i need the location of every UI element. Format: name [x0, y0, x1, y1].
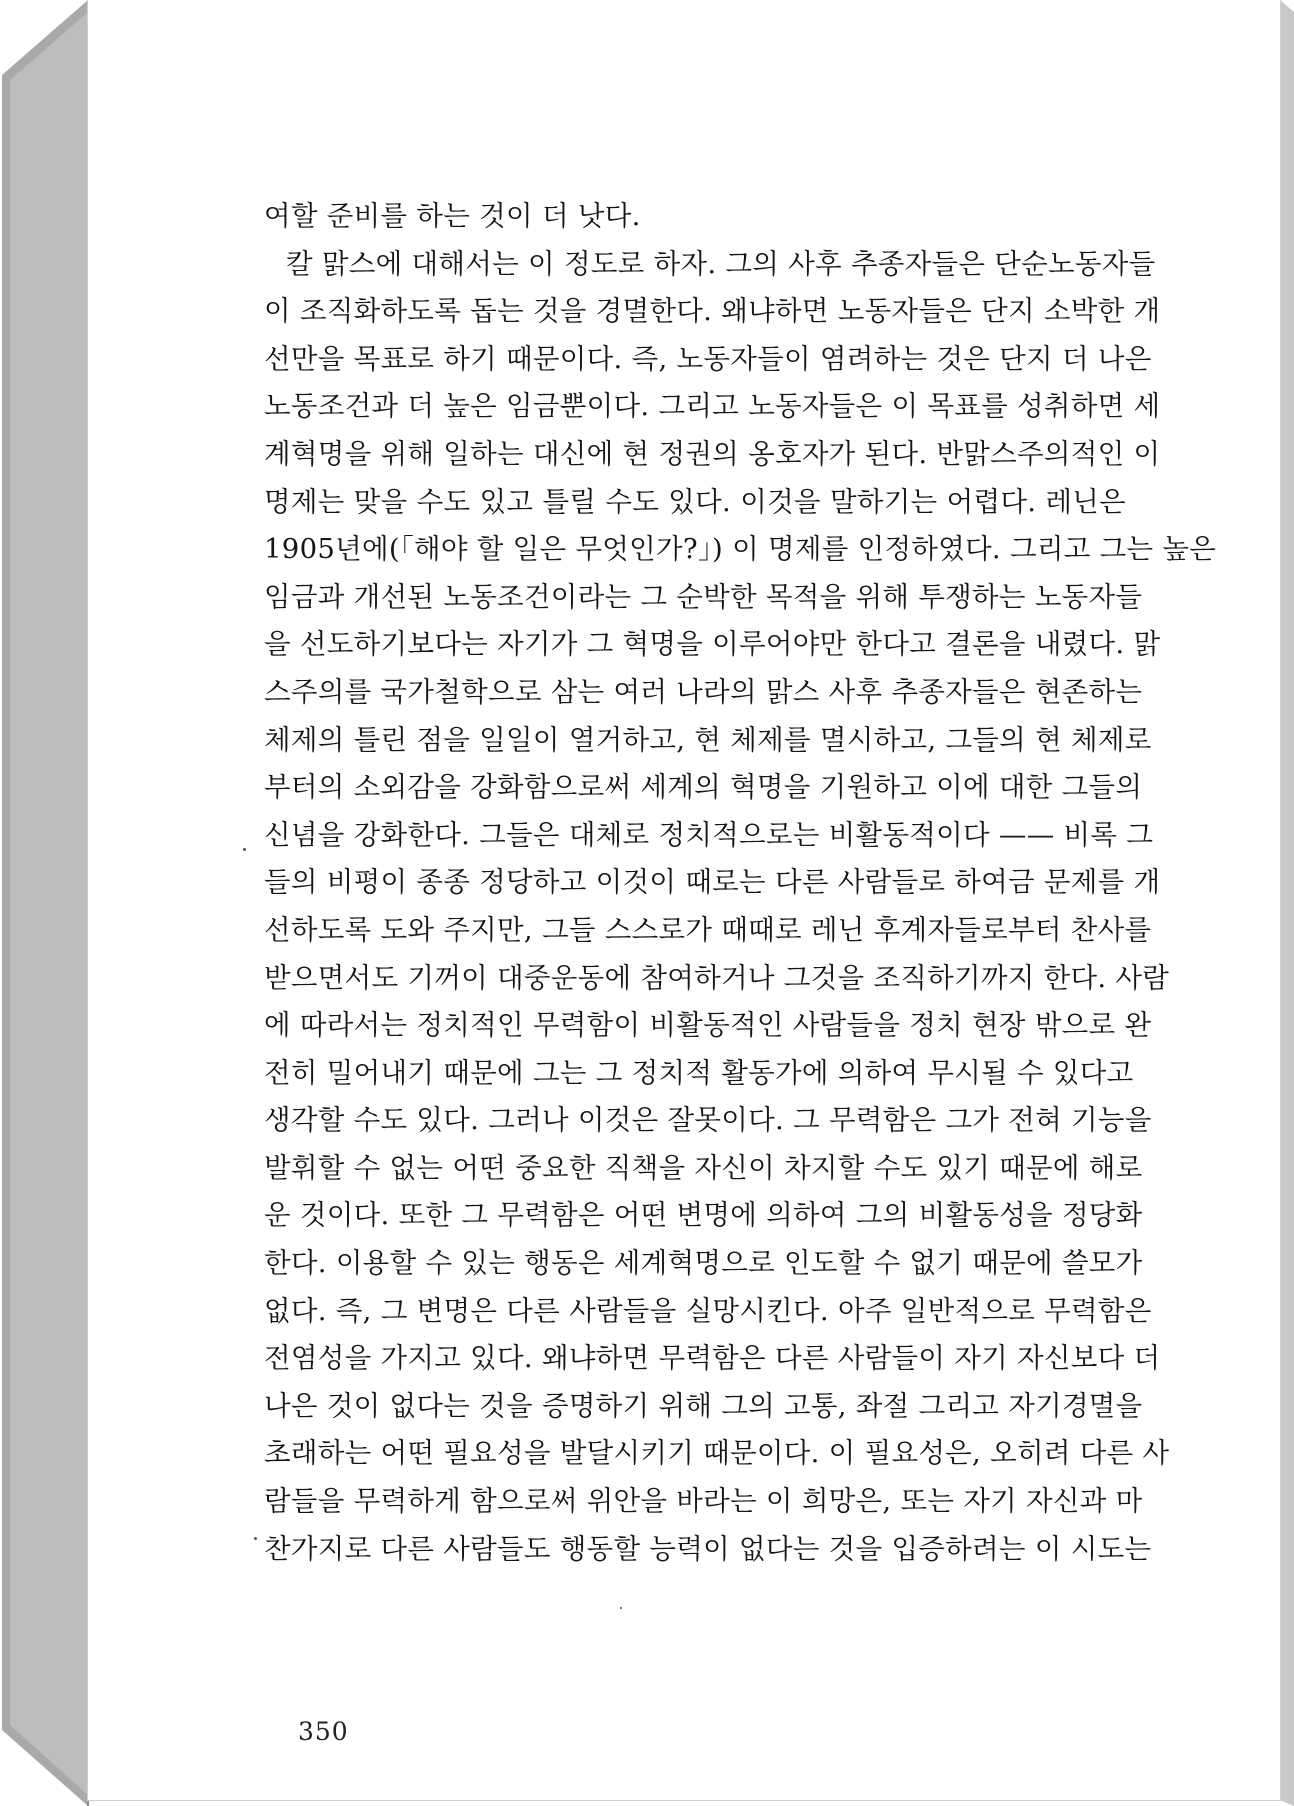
text-line: 찬가지로 다른 사람들도 행동할 능력이 없다는 것을 입증하려는 이 시도는	[264, 1532, 1152, 1565]
text-line: 칼 맑스에 대해서는 이 정도로 하자. 그의 사후 추종자들은 단순노동자들	[286, 247, 1156, 280]
page-number: 350	[298, 1717, 349, 1746]
text-line: 스주의를 국가철학으로 삼는 여러 나라의 맑스 사후 추종자들은 현존하는	[264, 675, 1143, 708]
text-line: 명제는 맞을 수도 있고 틀릴 수도 있다. 이것을 말하기는 어렵다. 레닌은	[264, 485, 1126, 518]
text-line: 생각할 수도 있다. 그러나 이것은 잘못이다. 그 무력함은 그가 전혀 기능을	[264, 1104, 1152, 1137]
text-line: 나은 것이 없다는 것을 증명하기 위해 그의 고통, 좌절 그리고 자기경멸을	[264, 1389, 1143, 1422]
text-line: 발휘할 수 없는 어떤 중요한 직책을 자신이 차지할 수도 있기 때문에 해로	[264, 1151, 1143, 1184]
text-line: 전히 밀어내기 때문에 그는 그 정치적 활동가에 의하여 무시될 수 있다고	[264, 1056, 1134, 1089]
text-line: 계혁명을 위해 일하는 대신에 현 정권의 옹호자가 된다. 반맑스주의적인 이	[264, 437, 1161, 470]
text-line: 체제의 틀린 점을 일일이 열거하고, 현 체제를 멸시하고, 그들의 현 체제로	[264, 723, 1152, 756]
text-line: 1905년에(「해야 할 일은 무엇인가?」) 이 명제를 인정하였다. 그리고 그는 높은	[264, 533, 1217, 566]
text-line: 임금과 개선된 노동조건이라는 그 순박한 목적을 위해 투쟁하는 노동자들	[264, 580, 1143, 613]
text-line: 전염성을 가지고 있다. 왜냐하면 무력함은 다른 사람들이 자기 자신보다 더	[264, 1342, 1161, 1375]
text-line: 선하도록 도와 주지만, 그들 스스로가 때때로 레닌 후계자들로부터 찬사를	[264, 913, 1152, 946]
text-line: 없다. 즉, 그 변명은 다른 사람들을 실망시킨다. 아주 일반적으로 무력함은	[264, 1294, 1152, 1327]
scan-speck	[243, 848, 246, 851]
scan-speck	[254, 1537, 257, 1540]
text-line: 부터의 소외감을 강화함으로써 세계의 혁명을 기원하고 이에 대한 그들의	[264, 771, 1143, 804]
text-line: 운 것이다. 또한 그 무력함은 어떤 변명에 의하여 그의 비활동성을 정당화	[264, 1199, 1143, 1232]
text-line: 초래하는 어떤 필요성을 발달시키기 때문이다. 이 필요성은, 오히려 다른 사	[264, 1437, 1170, 1470]
text-line: 람들을 무력하게 함으로써 위안을 바라는 이 희망은, 또는 자기 자신과 마	[264, 1485, 1143, 1518]
text-line: 한다. 이용할 수 있는 행동은 세계혁명으로 인도할 수 없기 때문에 쓸모가	[264, 1247, 1143, 1280]
text-line: 에 따라서는 정치적인 무력함이 비활동적인 사람들을 정치 현장 밖으로 완	[264, 1009, 1152, 1042]
scan-speck	[620, 1607, 622, 1609]
text-line: 을 선도하기보다는 자기가 그 혁명을 이루어야만 한다고 결론을 내렸다. 맑	[264, 628, 1161, 661]
text-line: 선만을 목표로 하기 때문이다. 즉, 노동자들이 염려하는 것은 단지 더 나은	[264, 342, 1152, 375]
text-line: 들의 비평이 종종 정당하고 이것이 때로는 다른 사람들로 하여금 문제를 개	[264, 866, 1161, 899]
text-line: 받으면서도 기꺼이 대중운동에 참여하거나 그것을 조직하기까지 한다. 사람	[264, 961, 1170, 994]
text-line: 여할 준비를 하는 것이 더 낫다.	[264, 200, 641, 232]
text-line: 이 조직화하도록 돕는 것을 경멸한다. 왜냐하면 노동자들은 단지 소박한 개	[264, 295, 1161, 328]
text-line: 노동조건과 더 높은 임금뿐이다. 그리고 노동자들은 이 목표를 성취하면 세	[264, 390, 1161, 423]
page-text	[264, 193, 1217, 1573]
text-line: 신념을 강화한다. 그들은 대체로 정치적으로는 비활동적이다 —— 비록 그	[264, 818, 1154, 851]
